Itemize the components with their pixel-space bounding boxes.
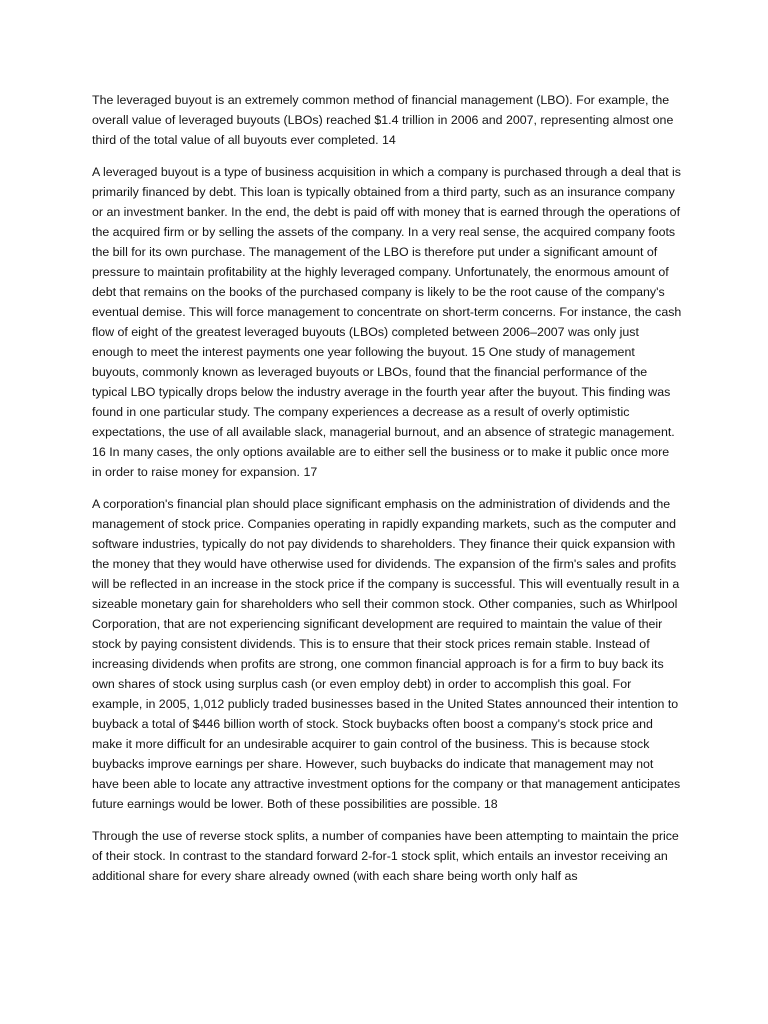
paragraph-reverse-splits: Through the use of reverse stock splits, a number of companies have been attempting to maintain the price of their stock. In contrast to the standard forward 2-for-1 stock split, which entails an investor receiving an additional share for every share already owned (with each share being worth only half as bbox=[92, 829, 679, 883]
paragraph-lbo-intro: The leveraged buyout is an extremely common method of financial management (LBO). For example, the overall value of leveraged buyouts (LBOs) reached $1.4 trillion in 2006 and 2007, representing almost one third of the total value of all buyouts ever completed. 14 bbox=[92, 93, 674, 147]
document-page bbox=[92, 90, 682, 898]
paragraph-dividends: A corporation's financial plan should place significant emphasis on the administration of dividends and the management of stock price. Companies operating in rapidly expanding markets, such as the computer and software industries, typically do not pay dividends to shareholders. They finance their quick expansion with the money that they would have otherwise used for dividends. The expansion of the firm's sales and profits will be reflected in an increase in the stock price if the company is successful. This will eventually result in a sizeable monetary gain for shareholders who sell their common stock. Other companies, such as Whirlpool Corporation, that are not experiencing significant development are required to maintain the value of their stock by paying consistent dividends. This is to ensure that their stock prices remain stable. Instead of increasing dividends when profits are strong, one common financial approach is for a firm to buy back its own shares of stock using surplus cash (or even employ debt) in order to accomplish this goal. For example, in 2005, 1,012 publicly traded businesses based in the United States announced their intention to buyback a total of $446 billion worth of stock. Stock buybacks often boost a company's stock price and make it more difficult for an undesirable acquirer to gain control of the business. This is because stock buybacks improve earnings per share. However, such buybacks do indicate that management may not have been able to locate any attractive investment options for the company or that management anticipates future earnings would be lower. Both of these possibilities are possible. 18 bbox=[92, 497, 681, 811]
paragraph-lbo-definition: A leveraged buyout is a type of business acquisition in which a company is purchased through a deal that is primarily financed by debt. This loan is typically obtained from a third party, such as an insurance company or an investment banker. In the end, the debt is paid off with money that is earned through the operations of the acquired firm or by selling the assets of the company. In a very real sense, the acquired company foots the bill for its own purchase. The management of the LBO is therefore put under a significant amount of pressure to maintain profitability at the highly leveraged company. Unfortunately, the enormous amount of debt that remains on the books of the purchased company is likely to be the root cause of the company's eventual demise. This will force management to concentrate on short-term concerns. For instance, the cash flow of eight of the greatest leveraged buyouts (LBOs) completed between 2006–2007 was only just enough to meet the interest payments one year following the buyout. 15 One study of management buyouts, commonly known as leveraged buyouts or LBOs, found that the financial performance of the typical LBO typically drops below the industry average in the fourth year after the buyout. This finding was found in one particular study. The company experiences a decrease as a result of overly optimistic expectations, the use of all available slack, managerial burnout, and an absence of strategic management. 16 In many cases, the only options available are to either sell the business or to make it public once more in order to raise money for expansion. 17 bbox=[92, 165, 682, 479]
